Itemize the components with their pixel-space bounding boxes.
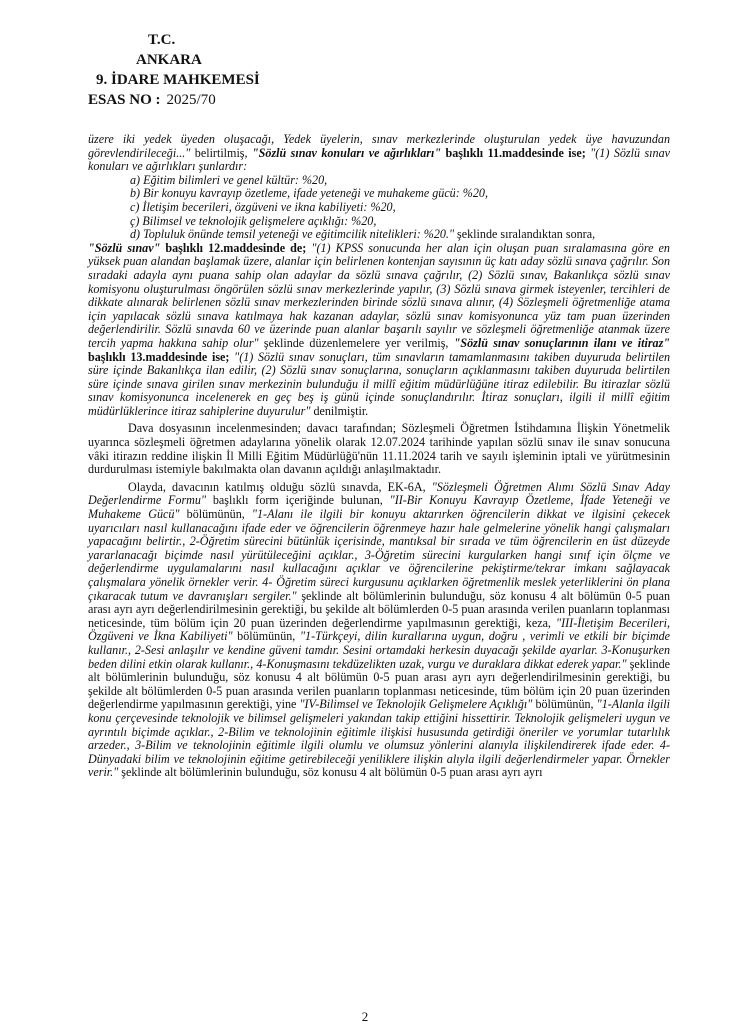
paragraph-2 <box>88 242 670 419</box>
paragraph-3: Dava dosyasının incelenmesinden; davacı tarafından; Sözleşmeli Öğretmen İstihdamına İlişkin Yönetmelik uyarınca sözleşmeli öğretmen adaylarına yönelik olarak 12.07.2024 tarihinde yapılan sözlü sınav ile sınav sonucuna vâki itirazın reddine ilişkin İl Milli Eğitim Müdürlüğü'nün 11.11.2024 tarih ve sayılı işleminin iptali ve yürütmesinin durdurulması istemiyle bakılmakta olan davanın açıldığı anlaşılmaktadır. <box>88 421 670 477</box>
quote-text: "1-Alanla ilgili konu çerçevesinde teknolojik ve bilimsel gelişmeleri yakından takip ettiğini hissettirir. Teknolojik gelişmeleri uygun ve ayrıntılı biçimde açıklar., 2-Bilim ve teknolojinin eğitimle ilişkisi hususunda getirdiği öneriler ve yorumlar tutarlılık arzeder., 3-Bilim ve teknolojinin eğitimle ilgili olumlu ve olumsuz yönlerini alanıyla ilişkilendirerek ifade eder. 4-Dünyadaki bilim ve teknolojinin eğitime getirebileceği yeniliklere ilişkin alıyla ilgili değerlendirmeler yapar. Örnekler verir." <box>88 697 670 780</box>
paragraph-4 <box>88 481 670 780</box>
header-city: ANKARA <box>136 52 202 68</box>
body-text: Olayda, davacının katılmış olduğu sözlü sınavda, EK-6A, <box>128 479 432 494</box>
body-text: belirtilmiş, <box>190 145 252 160</box>
body-text: başlıklı form içeriğinde bulunan, <box>206 493 390 508</box>
quote-text: "(1) KPSS sonucunda her alan için oluşan puan sıralamasına göre en yüksek puan alandan başlamak üzere, alanlar için belirlenen kontenjan sayısının üç katı aday sözlü sınava çağrılır. Son sıradaki adayla aynı puana sahip olan adaylar da sözlü sınava çağrılır, (2) Sözlü sınav, Bakanlıkça sözlü sınav komisyonu oluşturulması öngörülen sözlü sınav merkezlerinde yapılır, (3) Sözlü sınava girmek isteyenler, tercihleri de dikkate alınarak belirlenen sözlü sınav merkezlerinden birinde sözlü sınava alınır, (4) Sözleşmeli öğretmenliğe atama için yapılacak sözlü sınava katılmaya hak kazanan adaylar, sözlü sınav komisyonunca yüz tam puan üzerinden değerlendirilir. Sözlü sınavda 60 ve üzerinde puan alanlar başarılı sayılır ve sözleşmeli öğretmenliğe atanmak üzere tercih yapma hakkına sahip olur" <box>88 240 670 350</box>
section-title: "II-Bir Konuyu Kavrayıp Özetleme, İfade Yeteneği ve Muhakeme Gücü" <box>88 493 670 522</box>
court-header <box>88 30 260 110</box>
article-title: "Sözlü sınav" <box>88 240 161 255</box>
paragraph-1 <box>88 133 670 174</box>
list-item: a) Eğitim bilimleri ve genel kültür: %20, <box>130 172 328 187</box>
body-text: bölümünün, <box>232 629 300 644</box>
article-title: "Sözlü sınav sonuçlarının ilanı ve itiraz" <box>453 335 671 350</box>
quote-text: "1-Türkçeyi, dilin kurallarına uygun, doğru , verimli ve etkili bir biçimde kullanır., 2-Sesi anlaşılır ve kendine güveni tamdır. Sesini ortamdaki herkesin duyacağı şekilde ayarlar. 3-Konuşurken beden dilini etkin olarak kullanır., 4-Konuşmasını tekdüzelikten uzak, vurgu ve duraklara dikkat ederek yapar." <box>88 629 670 671</box>
article-title: "Sözlü sınav konuları ve ağırlıkları" <box>251 145 442 160</box>
body-text: şeklinde alt bölümlerinin bulunduğu, söz konusu 4 alt bölümün 0-5 puan arası ayrı ayrı değerlendirilmesinin gerektiği, bu şekilde alt bölümlerden 0-5 puan arasında verilen puanların toplanması neticesinde, tüm bölüm için 20 puan üzerinden değerlendirme yapılmasının gerektiği, keza, <box>88 588 670 630</box>
weight-list <box>88 174 670 242</box>
body-text: bölümünün, <box>532 697 597 712</box>
body-text: şeklinde alt bölümlerinin bulunduğu, söz konusu 4 alt bölümün 0-5 puan arası ayrı ayrı <box>118 765 543 780</box>
header-court: 9. İDARE MAHKEMESİ <box>96 72 260 88</box>
case-number-label: ESAS NO : <box>88 92 161 108</box>
case-number-value: 2025/70 <box>166 92 216 108</box>
form-title: "Sözleşmeli Öğretmen Alımı Sözlü Sınav Aday Değerlendirme Formu" <box>88 479 670 508</box>
header-tc: T.C. <box>148 32 176 48</box>
list-item: b) Bir konuyu kavrayıp özetleme, ifade yeteneği ve muhakeme gücü: %20, <box>130 186 488 201</box>
page-number: 2 <box>361 1009 369 1024</box>
section-title: "IV-Bilimsel ve Teknolojik Gelişmelere Açıklığı" <box>299 697 533 712</box>
list-item: c) İletişim becerileri, özgüveni ve ikna kabiliyeti: %20, <box>130 199 396 214</box>
body-text: şeklinde düzenlemelere yer verilmiş, <box>258 335 454 350</box>
list-item: d) Topluluk önünde temsil yeteneği ve eğitimcilik nitelikleri: %20." <box>130 227 455 242</box>
quote-text: "(1) Sözlü sınav sonuçları, tüm sınavların tamamlanmasını takiben duyuruda belirtilen süre içinde Bakanlıkça ilan edilir, (2) Sözlü sınav sonuçlarına, sonuçların açıklanmasını takiben duyuruda belirtilen süre içinde sınava girilen sınav merkezinin bulunduğu il millî eğitim müdürlüğüne itiraz edilebilir. Bu itirazlar sözlü sınav komisyonunca incelenerek en geç beş iş günü içinde sonuçlandırılır. İtiraz sonuçları, ilgili il millî eğitim müdürlüklerince itiraz sahiplerine duyurulur" <box>88 349 670 418</box>
article-ref: başlıklı 13.maddesinde ise; <box>88 349 235 364</box>
quote-text: "1-Alanı ile ilgili bir konuyu aktarırken öğrencilerin dikkat ve ilgisini çekecek uyarıcıları nasıl kullanacağını ifade eder ve öğrencilerin öğrenmeye hazır hale gelmelerine yönelik hangi çalışmaları yapacağını belirtir., 2-Öğretim sürecini bütünlük içerisinde, mantıksal bir sırada ve tüm öğrencilerin en üst düzeyde yararlanacağı biçimde nasıl yürütüleceğini açıklar., 3-Öğretim sürecini kurgularken hangi sınıf için ölçme ve değerlendirme uygulamalarını nasıl kullacağını açıklar ve öğrencilerine pekiştirme/tekrar imkanı sağlayacak çalışmalara yönelik örnekler verir. 4- Öğretim süreci kurgusunu açıklarken öğretmenlik meslek yeterliklerini ön plana çıkaracak tutum ve davranışları sergiler." <box>88 507 670 603</box>
article-ref: başlıklı 11.maddesinde ise; <box>441 145 591 160</box>
body-text: denilmiştir. <box>310 403 369 418</box>
document-body <box>88 133 670 780</box>
quote-text: "(1) Sözlü sınav konuları ve ağırlıkları şunlardır: <box>88 145 670 174</box>
quote-text: üzere iki yedek üyeden oluşacağı, Yedek üyelerin, sınav merkezlerinde oluşturulan yedek üye havuzundan görevlendirileceği..." <box>88 132 670 160</box>
body-text: bölümünün, <box>179 507 252 522</box>
list-item: ç) Bilimsel ve teknolojik gelişmelere açıklığı: %20, <box>130 213 377 228</box>
section-title: "III-İletişim Becerileri, Özgüveni ve İkna Kabiliyeti" <box>88 615 670 644</box>
body-text: şeklinde sıralandıktan sonra, <box>454 227 596 242</box>
case-number <box>88 90 260 110</box>
article-ref: başlıklı 12.maddesinde de; <box>160 240 312 255</box>
body-text: şeklinde alt bölümlerinin bulunduğu, söz konusu 4 alt bölümün 0-5 puan arası ayrı ayrı değerlendirilmesinin gerektiği, bu şekilde alt bölümlerden 0-5 puan arasında verilen puanların toplanması neticesinde, tüm bölüm için 20 puan üzerinden değerlendirme yapılmasının gerektiği, yine <box>88 656 671 712</box>
